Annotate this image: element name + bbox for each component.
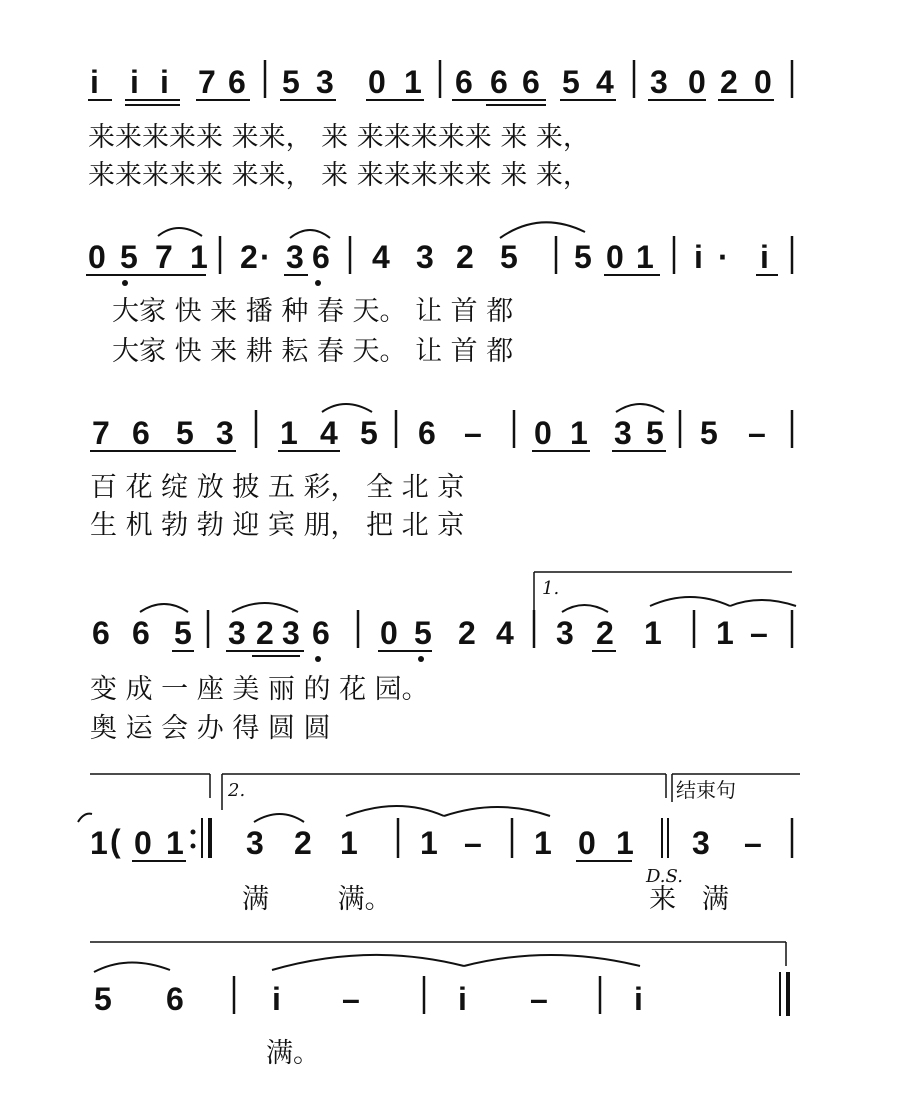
svg-text:·: ·	[718, 239, 729, 275]
svg-text:0: 0	[606, 239, 624, 275]
svg-text:5: 5	[562, 64, 580, 100]
svg-text:–: –	[744, 825, 762, 861]
svg-text:1: 1	[404, 64, 422, 100]
svg-text:3: 3	[246, 825, 264, 861]
da-segno-mark: D.S.	[646, 866, 683, 887]
lyric-line-3b: 生 机 勃 勃 迎 宾 朋， 把 北 京	[90, 510, 465, 541]
svg-text:1: 1	[340, 825, 358, 861]
svg-text:i: i	[272, 981, 281, 1017]
svg-text:(: (	[110, 823, 121, 859]
svg-text:6: 6	[418, 415, 436, 451]
svg-text:7: 7	[92, 415, 110, 451]
system-5	[78, 774, 800, 915]
svg-text:5: 5	[120, 239, 138, 275]
svg-text:1: 1	[90, 825, 108, 861]
final-bracket	[90, 942, 786, 966]
svg-text:i: i	[90, 64, 99, 100]
svg-text:2: 2	[458, 615, 476, 651]
svg-text:i: i	[760, 239, 769, 275]
svg-text:1: 1	[616, 825, 634, 861]
svg-text:3: 3	[282, 615, 300, 651]
svg-text:5: 5	[282, 64, 300, 100]
svg-text:3: 3	[650, 64, 668, 100]
svg-text:i: i	[694, 239, 703, 275]
lyric-line-4b: 奥 运 会 办 得 圆 圆	[90, 713, 331, 744]
svg-text:0: 0	[688, 64, 706, 100]
lyric-line-3a: 百 花 绽 放 披 五 彩， 全 北 京	[90, 472, 465, 503]
svg-text:0: 0	[134, 825, 152, 861]
svg-text:3: 3	[416, 239, 434, 275]
svg-text:4: 4	[596, 64, 614, 100]
system-1	[88, 60, 792, 191]
svg-text:i: i	[458, 981, 467, 1017]
lyric-line-2b: 大家 快 来 耕 耘 春 天。 让 首 都	[112, 336, 514, 367]
system-3	[90, 404, 792, 541]
svg-text:1: 1	[166, 825, 184, 861]
svg-text:2: 2	[294, 825, 312, 861]
svg-text:3: 3	[556, 615, 574, 651]
ending-bracket	[672, 774, 800, 802]
svg-text:5: 5	[174, 615, 192, 651]
svg-text:1.: 1.	[542, 578, 560, 599]
svg-text:–: –	[342, 981, 360, 1017]
notation-line-4	[92, 597, 796, 662]
system-2	[86, 222, 792, 367]
svg-text:5: 5	[414, 615, 432, 651]
svg-text:4: 4	[496, 615, 514, 651]
svg-text:3: 3	[216, 415, 234, 451]
ending-label: 结束句	[676, 778, 736, 802]
svg-text:6: 6	[490, 64, 508, 100]
lyric-line-1b: 来来来来来 来来， 来 来来来来来 来 来，	[88, 160, 590, 191]
svg-text:5: 5	[94, 981, 112, 1017]
volta-1-bracket	[534, 572, 792, 610]
lyric-line-4a: 变 成 一 座 美 丽 的 花 园。	[90, 674, 429, 705]
volta-2-bracket	[222, 774, 666, 810]
svg-text:i: i	[160, 64, 169, 100]
svg-text:·: ·	[260, 239, 271, 275]
svg-text:–: –	[464, 415, 482, 451]
svg-text:1: 1	[716, 615, 734, 651]
svg-text:0: 0	[754, 64, 772, 100]
svg-text:6: 6	[92, 615, 110, 651]
svg-text:–: –	[750, 615, 768, 651]
svg-text:3: 3	[614, 415, 632, 451]
svg-text:0: 0	[368, 64, 386, 100]
svg-text:2: 2	[596, 615, 614, 651]
svg-text:7: 7	[155, 239, 173, 275]
svg-text:–: –	[748, 415, 766, 451]
lyric-line-5: 满 满。 来 满	[242, 884, 729, 915]
notation-line-1	[88, 60, 792, 105]
svg-text:1: 1	[636, 239, 654, 275]
svg-text:5: 5	[176, 415, 194, 451]
svg-text:6: 6	[455, 64, 473, 100]
svg-text:6: 6	[312, 239, 330, 275]
svg-text:–: –	[530, 981, 548, 1017]
notation-line-3	[90, 404, 792, 451]
svg-text:3: 3	[316, 64, 334, 100]
lyric-line-2a: 大家 快 来 播 种 春 天。 让 首 都	[112, 296, 514, 327]
svg-text:2: 2	[720, 64, 738, 100]
notation-line-6	[94, 955, 788, 1017]
svg-text:2.: 2.	[228, 780, 246, 801]
svg-text:2: 2	[456, 239, 474, 275]
svg-text:1: 1	[534, 825, 552, 861]
svg-text:0: 0	[380, 615, 398, 651]
svg-text:6: 6	[132, 615, 150, 651]
svg-text:4: 4	[320, 415, 338, 451]
svg-text:5: 5	[360, 415, 378, 451]
system-6	[90, 942, 788, 1069]
svg-text:1: 1	[280, 415, 298, 451]
svg-text:6: 6	[132, 415, 150, 451]
svg-text:i: i	[130, 64, 139, 100]
system-4	[90, 572, 796, 744]
svg-text:–: –	[464, 825, 482, 861]
svg-text:5: 5	[500, 239, 518, 275]
svg-text:0: 0	[88, 239, 106, 275]
volta-bracket-top	[90, 774, 210, 798]
svg-text:2: 2	[240, 239, 258, 275]
svg-text:2: 2	[256, 615, 274, 651]
svg-text:7: 7	[198, 64, 216, 100]
notation-line-2	[86, 222, 792, 286]
svg-text:5: 5	[574, 239, 592, 275]
lyric-line-6: 满。	[266, 1038, 320, 1069]
svg-text:6: 6	[522, 64, 540, 100]
svg-text:3: 3	[228, 615, 246, 651]
svg-text:3: 3	[286, 239, 304, 275]
svg-text:i: i	[634, 981, 643, 1017]
svg-text:1: 1	[190, 239, 208, 275]
svg-text:1: 1	[570, 415, 588, 451]
svg-text:6: 6	[166, 981, 184, 1017]
lyric-line-1a: 来来来来来 来来， 来 来来来来来 来 来，	[88, 122, 590, 153]
svg-text:6: 6	[228, 64, 246, 100]
svg-text:0: 0	[578, 825, 596, 861]
svg-text:0: 0	[534, 415, 552, 451]
svg-text:4: 4	[372, 239, 390, 275]
svg-text:1: 1	[420, 825, 438, 861]
svg-text:6: 6	[312, 615, 330, 651]
svg-text:5: 5	[646, 415, 664, 451]
svg-text:1: 1	[644, 615, 662, 651]
notation-line-5	[78, 806, 792, 861]
svg-text:3: 3	[692, 825, 710, 861]
svg-text:5: 5	[700, 415, 718, 451]
